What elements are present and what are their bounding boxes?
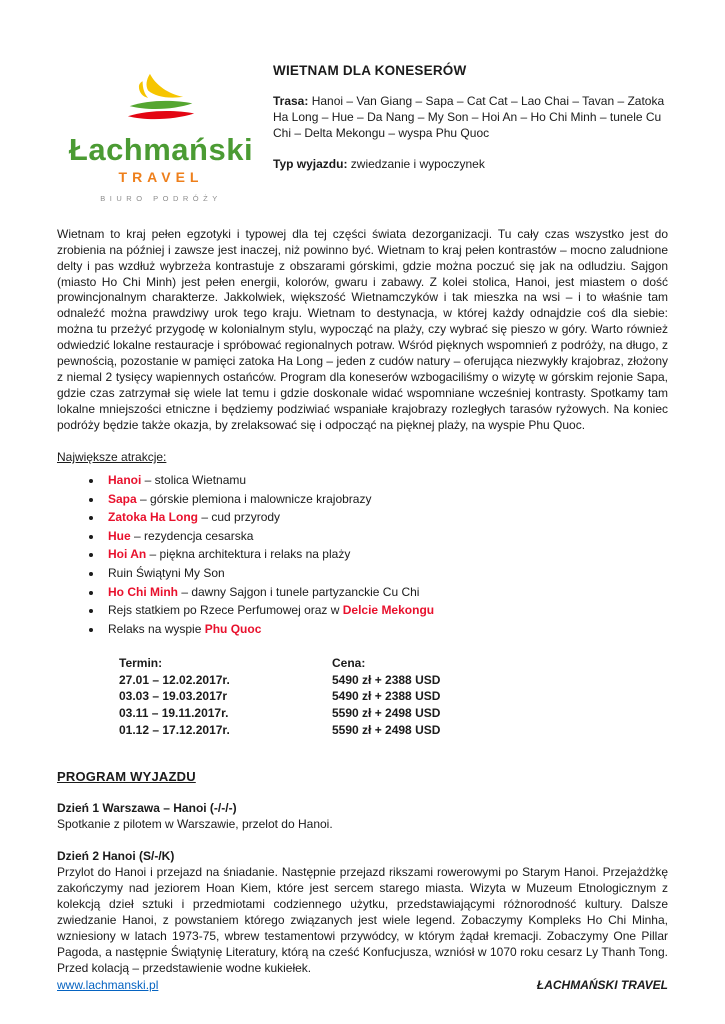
trip-type-paragraph bbox=[273, 157, 668, 173]
termin-value: 27.01 – 12.02.2017r. bbox=[119, 672, 230, 687]
attraction-item: • Ruin Świątyni My Son bbox=[103, 564, 668, 583]
attraction-item: • Sapa – górskie plemiona i malownicze krajobrazy bbox=[103, 490, 668, 509]
logo-travel-label: TRAVEL bbox=[118, 169, 204, 186]
attraction-item: • Hue – rezydencja cesarska bbox=[103, 527, 668, 546]
attraction-item: • Relaks na wyspie Phu Quoc bbox=[103, 620, 668, 639]
website-link[interactable]: www.lachmanski.pl bbox=[57, 978, 159, 993]
termin-header: Termin: bbox=[119, 656, 163, 671]
logo-name: Łachmański bbox=[68, 132, 254, 167]
boat-logo-icon bbox=[115, 72, 207, 131]
page-title: WIETNAM DLA KONESERÓW bbox=[273, 63, 467, 78]
attractions-heading: Największe atrakcje: bbox=[57, 450, 167, 465]
attraction-item: • Zatoka Ha Long – cud przyrody bbox=[103, 508, 668, 527]
intro-paragraph: Wietnam to kraj pełen egzotyki i typowej dla tej części świata dezorganizacji. Tu cały czas wszystko jest do zrobienia na później i zawsze jest inaczej, niż powinno być. Wietnam to kraj pełen kontrastów – mocno zaludnione delty i pas wzdłuż wybrzeża kontrastuje z obszarami górskimi, gdzie można poczuć się jak na odludziu. Sajgon (miasto Ho Chi Minh) jest pełen energii, kolorów, gwaru i zabawy. Z kolei stolica, Hanoi, jest miastem o dość prowincjonalnym charakterze. Jakkolwiek, większość Wietnamczyków i tak mieszka na wsi – i to właśnie tam odnaleźć można prawdziwy urok tego kraju. Wietnam to destynacja, w której każdy odnajdzie coś dla siebie: można tu przeżyć przygodę w kolonialnym stylu, wypocząć na plaży, czy wybrać się pieszo w góry. Warto również odwiedzić lokalne restauracje i spróbować regionalnych potraw. Wśród pięknych wspomnień z podróży, na długo, z pewnością, pozostanie w pamięci zatoka Ha Long – jeden z cudów natury – oferująca niezwykły krajobraz, złożony z niemal 2 tysięcy wapiennych ostańców. Program dla koneserów wzbogaciliśmy o wizytę w górskim rejonie Sapa, gdzie czas zatrzymał się wiele lat temu i gdzie doskonale widać wspomniane wcześniej kontrasty. Spotkamy tam lokalne mniejszości etniczne i będziemy podziwiać wspaniałe krajobrazy rozległych tarasów ryżowych. Na koniec podróży będzie także okazja, by zrelaksować się i odpocząć na pięknej plaży, na wyspie Phu Quoc. bbox=[57, 226, 668, 433]
attraction-item: • Ho Chi Minh – dawny Sajgon i tunele partyzanckie Cu Chi bbox=[103, 583, 668, 602]
termin-value: 03.11 – 19.11.2017r. bbox=[119, 706, 229, 720]
document-header bbox=[57, 58, 668, 204]
program-day bbox=[57, 801, 668, 833]
day-title: Dzień 1 Warszawa – Hanoi (-/-/-) bbox=[57, 801, 237, 816]
program-heading: PROGRAM WYJAZDU bbox=[57, 769, 196, 785]
attraction-item: • Hanoi – stolica Wietnamu bbox=[103, 471, 668, 490]
day-title: Dzień 2 Hanoi (S/-/K) bbox=[57, 849, 175, 864]
document-footer bbox=[57, 978, 668, 994]
company-logo bbox=[57, 58, 265, 204]
brand-name: ŁACHMAŃSKI TRAVEL bbox=[536, 978, 668, 993]
attraction-item: • Hoi An – piękna architektura i relaks na plaży bbox=[103, 545, 668, 564]
trip-type-text: zwiedzanie i wypoczynek bbox=[350, 156, 485, 171]
pricing-table bbox=[119, 655, 668, 738]
route-text: Hanoi – Van Giang – Sapa – Cat Cat – Lao Chai – Tavan – Zatoka Ha Long – Hue – Da Nang – My Son – Hoi An – Ho Chi Minh – tunele Cu Chi – Delta Mekongu – wyspa Phu Quoc bbox=[273, 93, 665, 140]
termin-value: 03.03 – 19.03.2017r bbox=[119, 689, 228, 704]
termin-value: 01.12 – 17.12.2017r. bbox=[119, 722, 230, 737]
cena-header: Cena: bbox=[332, 656, 366, 671]
cena-value: 5490 zł + 2388 USD bbox=[332, 689, 441, 704]
trip-type-label: Typ wyjazdu: bbox=[273, 156, 348, 171]
attractions-list bbox=[57, 471, 668, 638]
logo-tagline: BIURO PODRÓŻY bbox=[100, 193, 222, 203]
day-text: Spotkanie z pilotem w Warszawie, przelot do Hanoi. bbox=[57, 817, 333, 832]
program-day bbox=[57, 849, 668, 977]
day-text: Przylot do Hanoi i przejazd na śniadanie. Następnie przejazd rikszami rowerowymi po Starym Hanoi. Przejażdżkę zakończymy nad jeziorem Hoan Kiem, które jest sercem starego miasta. Wizyta w Muzeum Etnologicznym z kolekcją dzieł sztuki i przedmiotami codziennego użytku, przedstawiającymi różnorodność kultury. Dalsze zwiedzanie Hanoi, z powstaniem którego związanych jest wiele legend. Zobaczymy Kompleks Ho Chi Minha, wzniesiony w latach 1973-75, wbrew testamentowi przywódcy, w którym żądał kremacji. Zobaczymy One Pillar Pagoda, a następnie Świątynię Literatury, którą na cześć Konfucjusza, wzniósł w 1070 roku cesarz Ly Thanh Tong. Przed kolacją – przedstawienie wodne kukiełek. bbox=[57, 865, 668, 975]
cena-value: 5490 zł + 2388 USD bbox=[332, 672, 441, 687]
program-days bbox=[57, 801, 668, 977]
cena-value: 5590 zł + 2498 USD bbox=[332, 706, 441, 720]
route-paragraph bbox=[273, 94, 668, 142]
cena-value: 5590 zł + 2498 USD bbox=[332, 722, 441, 737]
header-text bbox=[265, 58, 668, 173]
attraction-item: • Rejs statkiem po Rzece Perfumowej oraz w Delcie Mekongu bbox=[103, 601, 668, 620]
route-label: Trasa: bbox=[273, 93, 309, 108]
